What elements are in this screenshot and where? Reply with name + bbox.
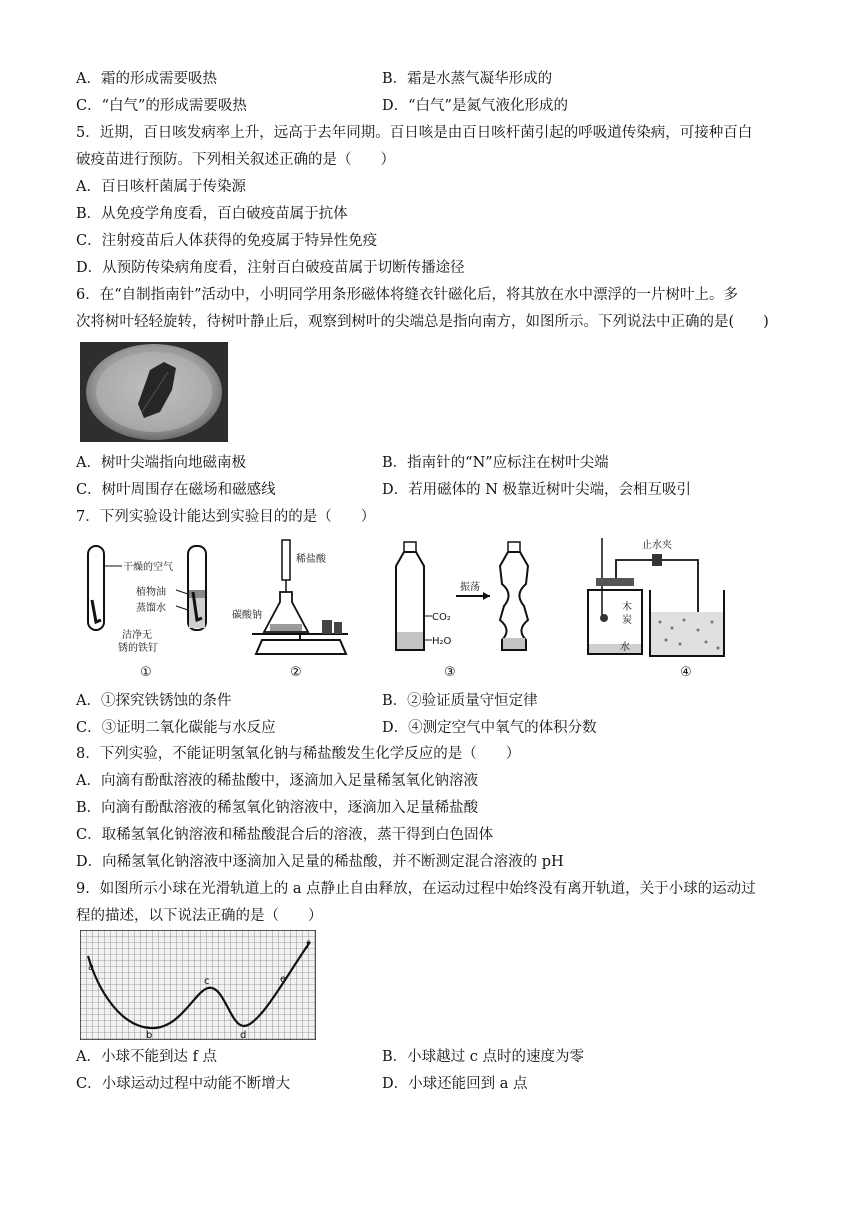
q9-option-d: D．小球还能回到 a 点 [382, 1076, 528, 1092]
label-dilute-acid: 稀盐酸 [296, 554, 326, 565]
figure-2-number: ② [290, 665, 302, 680]
iron-nail-1 [92, 600, 101, 622]
track-diagram [80, 930, 316, 1040]
q4-option-b: B．霜是水蒸气凝华形成的 [382, 71, 553, 87]
q9-stem-line1: 9．如图所示小球在光滑轨道上的 a 点静止自由释放，在运动过程中始终没有离开轨道，关于小球的运动过 [76, 881, 756, 897]
q4-option-c: C．“白气”的形成需要吸热 [76, 98, 247, 114]
q6-option-a: A．树叶尖端指向地磁南极 [76, 455, 246, 471]
q5-option-d: D．从预防传染病角度看，注射百白破疫苗属于切断传播途径 [76, 260, 465, 276]
q9-stem-line2: 程的描述，以下说法正确的是（ ） [76, 908, 323, 924]
q8-option-d: D．向稀氢氧化钠溶液中逐滴加入足量的稀盐酸，并不断测定混合溶液的 pH [76, 854, 564, 870]
q7-stem: 7．下列实验设计能达到实验目的的是（ ） [76, 509, 376, 525]
figure-1-number: ① [140, 665, 152, 680]
label-carbon-1: 木 [622, 602, 632, 613]
figure-1-rusting-tubes [78, 540, 218, 682]
point-a-label: a [88, 962, 95, 973]
q9-option-a: A．小球不能到达 f 点 [76, 1049, 218, 1065]
label-h2o: H₂O [432, 636, 452, 647]
label-clean-nail-1: 洁净无 [122, 630, 152, 641]
q8-option-b: B．向滴有酚酞溶液的稀氢氧化钠溶液中，逐滴加入足量稀盐酸 [76, 800, 479, 816]
figure-4-number: ④ [680, 665, 692, 680]
q6-option-b: B．指南针的“N”应标注在树叶尖端 [382, 455, 609, 471]
label-co2: CO₂ [432, 612, 451, 623]
leaf-compass-photo [80, 342, 228, 442]
q4-option-d: D．“白气”是氮气液化形成的 [382, 98, 568, 114]
label-carbon-2: 炭 [622, 615, 632, 626]
point-b-label: b [146, 1030, 153, 1040]
q7-option-b: B．②验证质量守恒定律 [382, 693, 538, 709]
label-dry-air: 干燥的空气 [123, 562, 173, 573]
point-c-label: c [204, 976, 210, 987]
point-d-label: d [240, 1030, 247, 1040]
q8-stem: 8．下列实验，不能证明氢氧化钠与稀盐酸发生化学反应的是（ ） [76, 746, 521, 762]
q9-option-c: C．小球运动过程中动能不断增大 [76, 1076, 291, 1092]
q5-option-a: A．百日咳杆菌属于传染源 [76, 179, 246, 195]
q7-option-d: D．④测定空气中氧气的体积分数 [382, 720, 597, 736]
label-water-jar: 水 [620, 642, 630, 653]
label-clamp: 止水夹 [642, 540, 672, 551]
q6-stem-line2: 次将树叶轻轻旋转，待树叶静止后，观察到树叶的尖端总是指向南方，如图所示。下列说法中正确的是( ) [76, 314, 769, 330]
q4-option-a: A．霜的形成需要吸热 [76, 71, 217, 87]
label-plant-oil: 植物油 [136, 587, 166, 598]
figure-4-oxygen-apparatus [580, 534, 730, 682]
q9-option-b: B．小球越过 c 点时的速度为零 [382, 1049, 584, 1065]
q7-option-a: A．①探究铁锈蚀的条件 [76, 693, 232, 709]
point-e-label: e [280, 974, 287, 985]
label-sodium-carbonate: 碳酸钠 [232, 610, 262, 621]
q5-option-c: C．注射疫苗后人体获得的免疫属于特异性免疫 [76, 233, 378, 249]
q6-option-c: C．树叶周围存在磁场和磁感线 [76, 482, 276, 498]
q6-stem-line1: 6．在“自制指南针”活动中，小明同学用条形磁体将缝衣针磁化后，将其放在水中漂浮的一片树叶上。多 [76, 287, 739, 303]
q5-option-b: B．从免疫学角度看，百白破疫苗属于抗体 [76, 206, 348, 222]
figure-3-co2-bottle [390, 540, 542, 682]
label-clean-nail-2: 锈的铁钉 [118, 643, 158, 654]
bottle-after [500, 552, 528, 650]
q7-option-c: C．③证明二氧化碳能与水反应 [76, 720, 276, 736]
point-f-label: f [306, 940, 310, 951]
q5-stem-line2: 破疫苗进行预防。下列相关叙述正确的是（ ） [76, 152, 395, 168]
figure-3-number: ③ [444, 665, 456, 680]
figure-2-balance [232, 536, 362, 682]
label-shake: 振荡 [460, 582, 480, 593]
q8-option-a: A．向滴有酚酞溶液的稀盐酸中，逐滴加入足量稀氢氧化钠溶液 [76, 773, 478, 789]
q6-option-d: D．若用磁体的 N 极靠近树叶尖端，会相互吸引 [382, 482, 692, 498]
label-distilled-water: 蒸馏水 [136, 603, 166, 614]
q5-stem-line1: 5．近期，百日咳发病率上升，远高于去年同期。百日咳是由百日咳杆菌引起的呼吸道传染病，可接种百白 [76, 125, 753, 141]
q8-option-c: C．取稀氢氧化钠溶液和稀盐酸混合后的溶液，蒸干得到白色固体 [76, 827, 494, 843]
